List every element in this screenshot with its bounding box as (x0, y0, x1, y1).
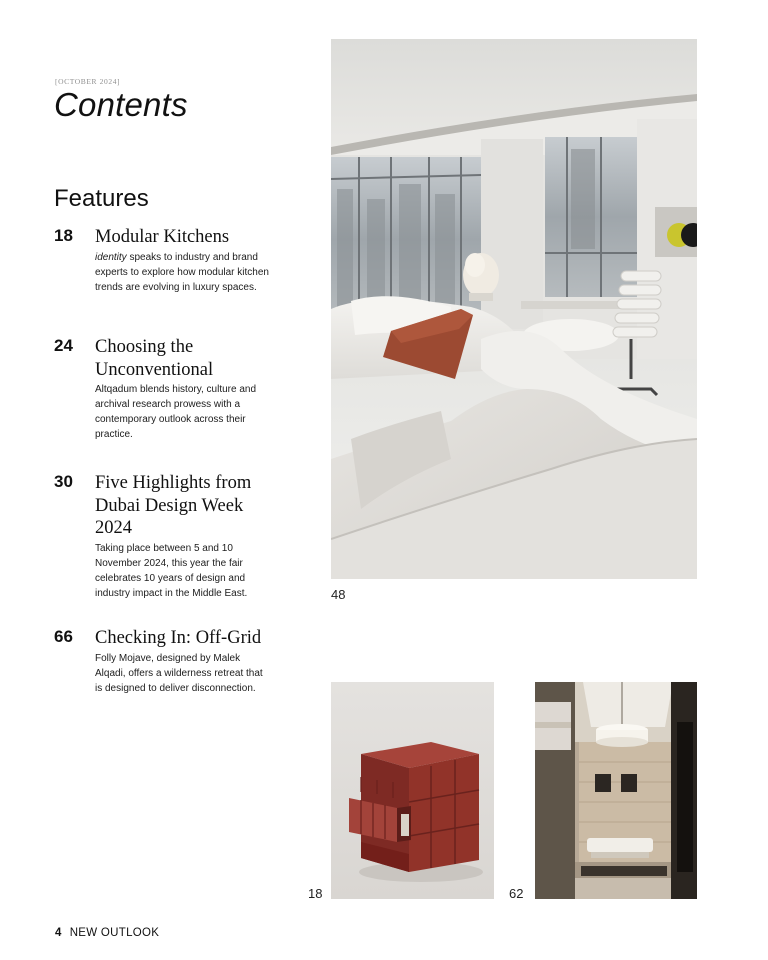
living-room-photo[interactable] (331, 39, 697, 579)
photo-page-number: 48 (331, 587, 346, 602)
entry-page-number: 30 (54, 472, 73, 491)
page-title: Contents (54, 86, 188, 123)
entry-title: Choosing the Unconventional (95, 337, 214, 380)
footer-page-number: 4 (55, 927, 62, 939)
entry-description: Folly Mojave, designed by Malek Alqadi, offers a wilderness retreat that is designed to deliver disconnection. (95, 653, 263, 694)
entry-description (95, 250, 270, 295)
entry-title: Five Highlights from Dubai Design Week 2024 (95, 473, 252, 538)
entry-page-number: 18 (54, 226, 73, 245)
entry-description-lead: identity (95, 252, 127, 263)
issue-label: [OCTOBER 2024] (55, 77, 121, 86)
interior-illustration (535, 682, 697, 899)
toc-entry-modular-kitchens[interactable] (54, 226, 284, 316)
toc-entry-dubai-design-week[interactable] (54, 472, 284, 602)
entry-description: Taking place between 5 and 10 November 2024, this year the fair celebrates 10 years of design and industry impact in the Middle East. (95, 543, 248, 599)
toc-entry-choosing-unconventional[interactable] (54, 336, 284, 446)
cabinet-photo[interactable] (331, 682, 494, 899)
entry-page-number: 24 (54, 336, 73, 355)
entry-page-number: 66 (54, 627, 73, 646)
page-footer (55, 927, 159, 939)
entry-title: Checking In: Off-Grid (95, 628, 262, 648)
entry-description-text: speaks to industry and brand experts to explore how modular kitchen trends are evolving in luxury spaces. (95, 252, 269, 293)
entry-title: Modular Kitchens (95, 227, 230, 247)
interior-page-number: 62 (509, 886, 524, 901)
living-room-illustration (331, 39, 697, 579)
cabinet-illustration (331, 682, 494, 899)
entry-description: Altqadum blends history, culture and archival research prowess with a contemporary outlook across their practice. (95, 384, 257, 440)
interior-photo[interactable] (535, 682, 697, 899)
cabinet-page-number: 18 (308, 886, 323, 901)
toc-entry-checking-in[interactable] (54, 627, 284, 717)
section-heading: Features (54, 185, 149, 212)
footer-magazine-name: NEW OUTLOOK (69, 927, 160, 939)
